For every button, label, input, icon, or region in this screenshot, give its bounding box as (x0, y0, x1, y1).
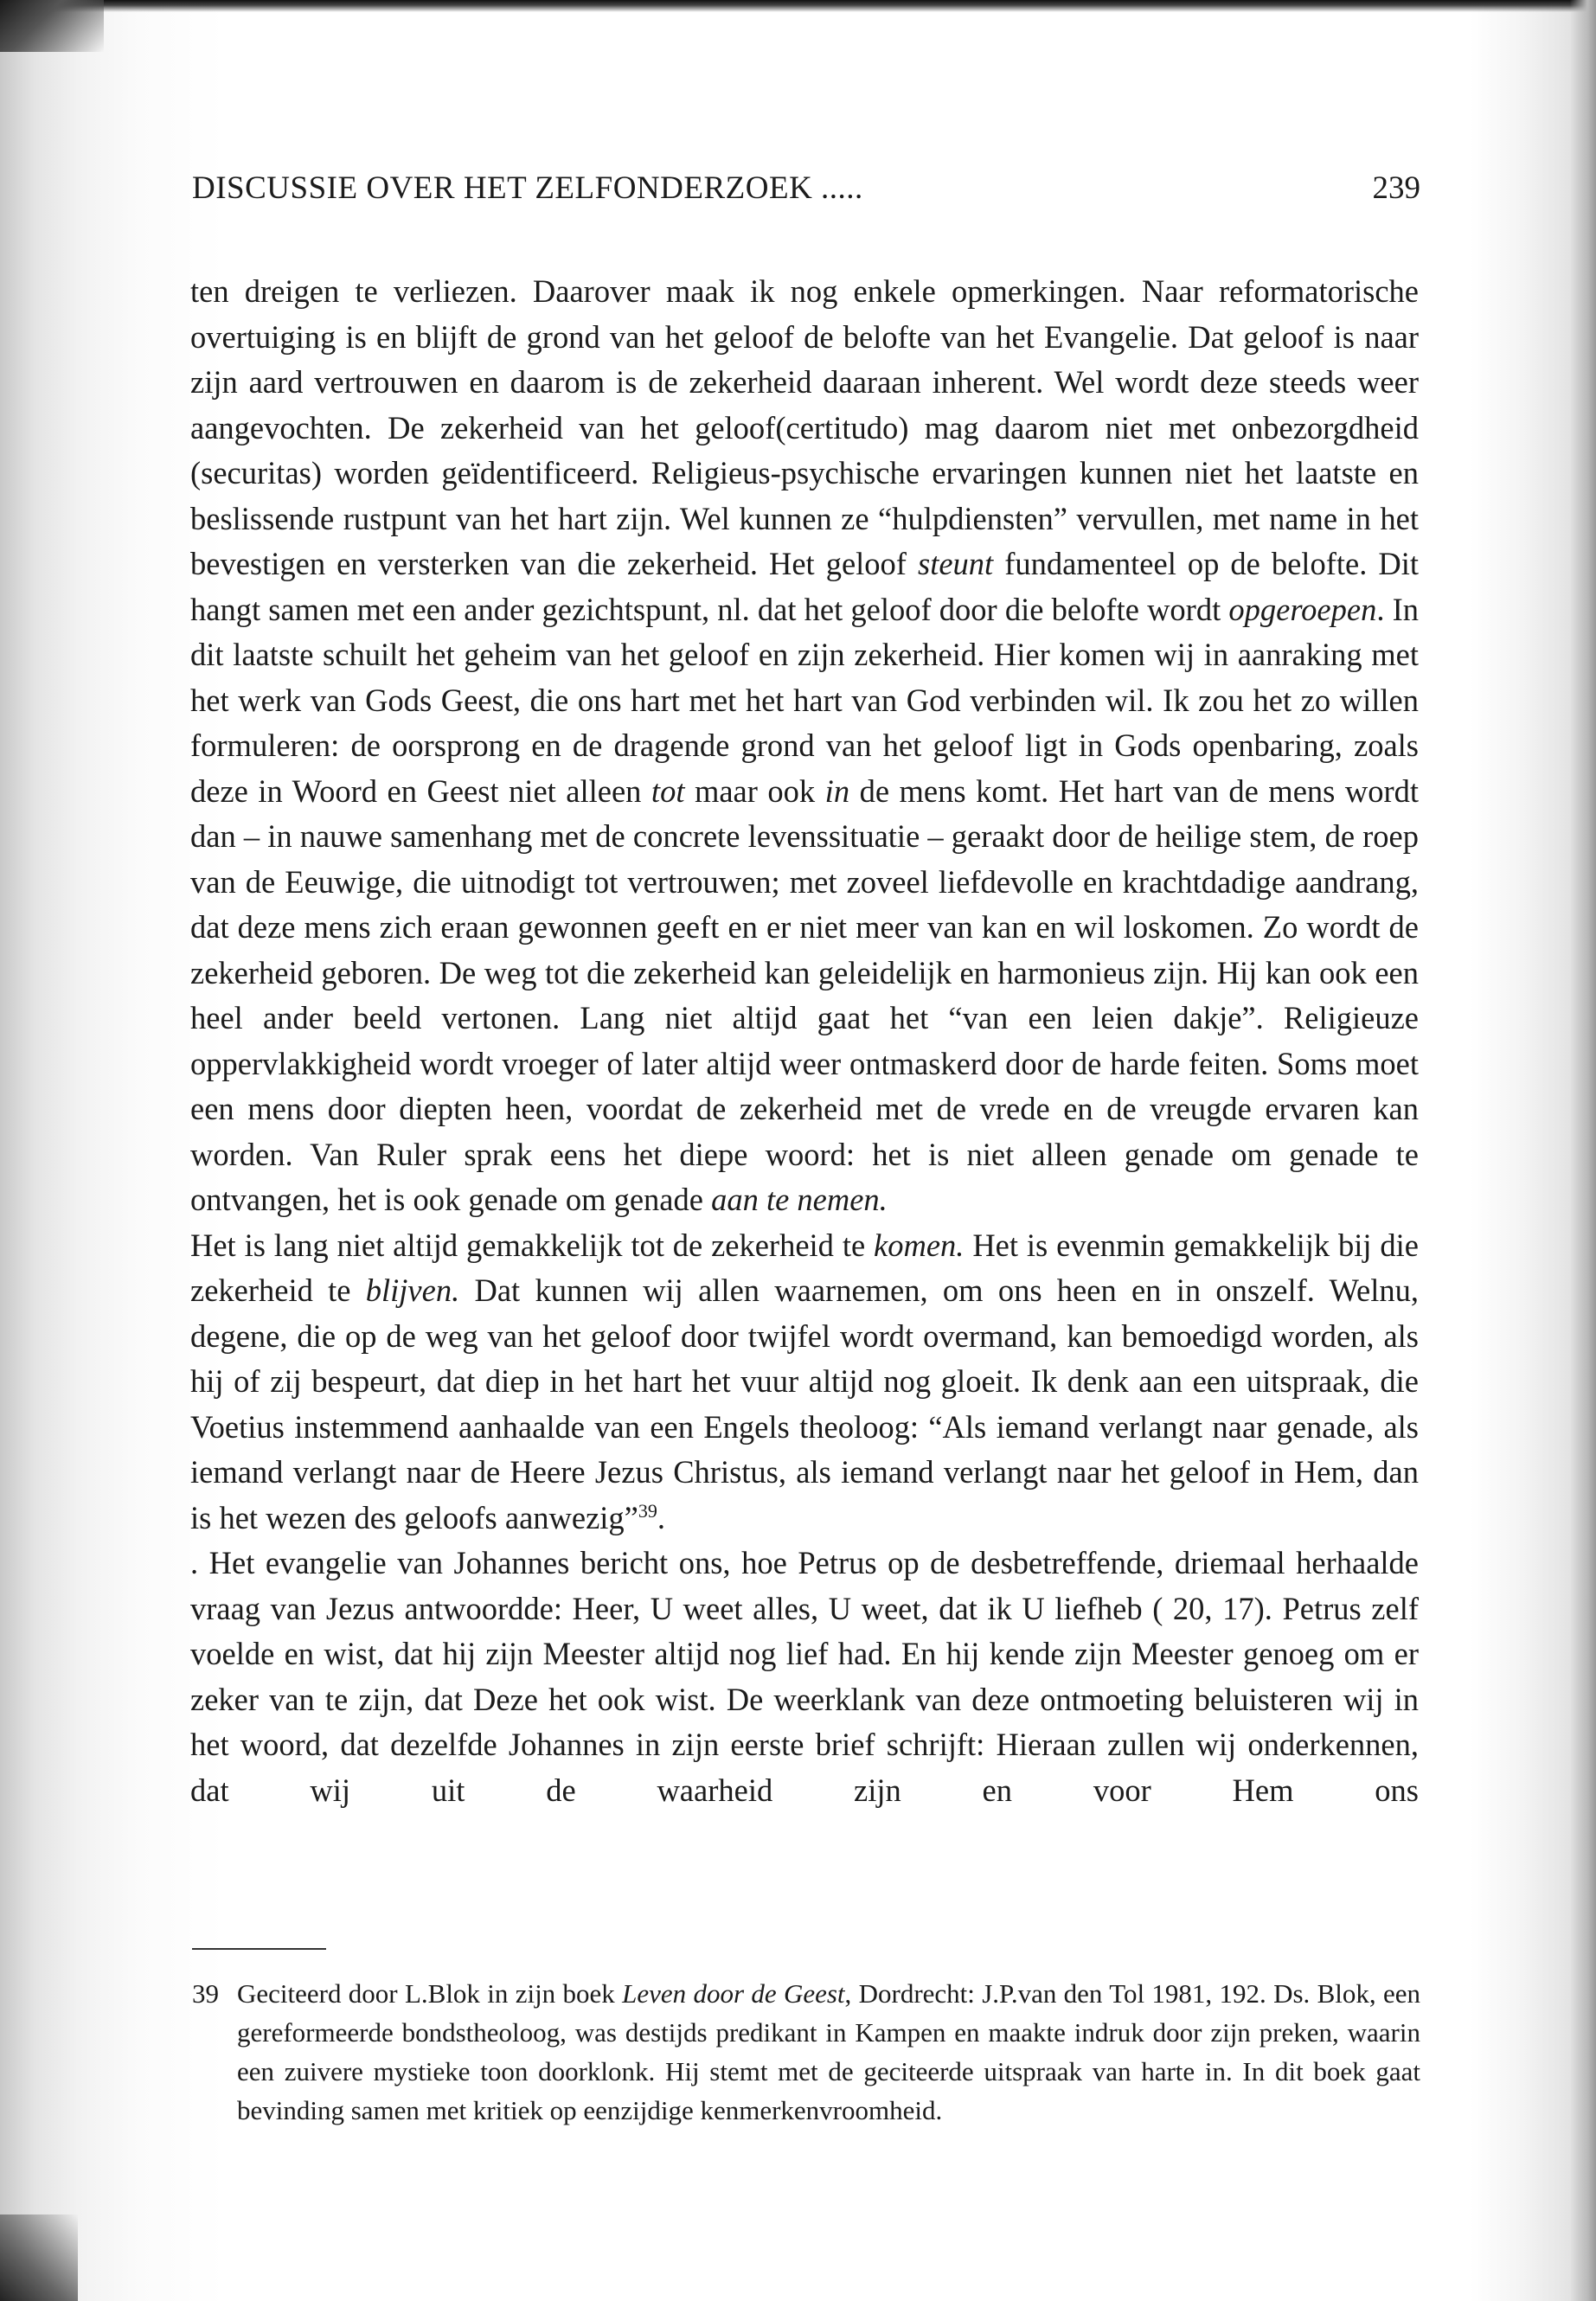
scan-corner-shadow-top (0, 0, 104, 52)
scan-top-edge-shadow (0, 0, 1596, 12)
text-run: maar ook (684, 772, 825, 809)
paragraph-2 (190, 1223, 1419, 1541)
italic-run: steunt (917, 546, 994, 581)
text-run: ten dreigen te verliezen. Daarover maak ik nog enkele opmerkingen. Naar reformatorische overtuiging is en blijft de grond van het geloof de belofte van het Evangelie. Dat geloof is naar zijn aard vertrouwen en daarom is de zekerheid daaraan inherent. Wel wordt deze steeds weer aangevochten. De zekerheid van het geloof(certitudo) mag daarom niet met onbezorgdheid (securitas) worden geïdentificeerd. Religieus-psychische ervaringen kunnen niet het laatste en beslissende rustpunt van het hart zijn. Wel kunnen ze “hulpdiensten” vervullen, met name in het bevestigen en versterken van die zekerheid. Het geloof (190, 273, 1419, 581)
italic-run: in (824, 772, 850, 809)
italic-run: Leven door de Geest (622, 1978, 845, 2009)
italic-run: aan te nemen. (711, 1182, 888, 1217)
italic-run: komen. (874, 1227, 965, 1263)
paragraph-1 (190, 269, 1419, 1223)
footnote-number: 39 (192, 1978, 219, 2009)
text-run: de mens komt. Het hart van de mens wordt dan – in nauwe samenhang met de concrete levenssituatie – geraakt door de heilige stem, de roep van de Eeuwige, die uitnodigt tot vertrouwen; met zoveel liefdevolle en krachtdadige aandrang, dat deze mens zich eraan gewonnen geeft en er niet meer van kan en wil loskomen. Zo wordt de zekerheid geboren. De weg tot die zekerheid kan geleidelijk en harmonieus zijn. Hij kan ook een heel ander beeld vertonen. Lang niet altijd gaat het “van een leien dakje”. Religieuze oppervlakkigheid wordt vroeger of later altijd weer ontmaskerd door de harde feiten. Soms moet een mens door diepten heen, voordat de zekerheid met de vrede en de vreugde ervaren kan worden. Van Ruler sprak eens het diepe woord: het is niet alleen genade om genade te ontvangen, het is ook genade om genade (190, 772, 1420, 1217)
text-run: . In dit laatste schuilt het geheim van het geloof en zijn zekerheid. Hier komen wij in aanraking met het werk van Gods Geest, die ons hart met het hart van God verbinden wil. Ik zou het zo willen formuleren: de oorsprong en de dragende grond van het geloof ligt in Gods openbaring, zoals deze in Woord en Geest niet alleen (190, 591, 1420, 809)
footnote-divider (192, 1948, 326, 1950)
text-run: Het is lang niet altijd gemakkelijk tot de zekerheid te (190, 1227, 875, 1263)
text-run: , Dordrecht: J.P.van den Tol 1981, 192. Ds. Blok, een gereformeerde bondstheoloog, was destijds predikant in Kampen en maakte indruk door zijn preken, waarin een zuivere mystieke toon doorklonk. Hij stemt met de geciteerde uitspraak van harte in. In dit boek gaat bevinding samen met kritiek op eenzijdige kenmerkenvroomheid. (237, 1978, 1420, 2125)
footnote-text (237, 1974, 1420, 2130)
paragraph-3: . Het evangelie van Johannes bericht ons, hoe Petrus op de desbetreffende, driemaal herhaalde vraag van Jezus antwoordde: Heer, U weet alles, U weet, dat ik U liefheb ( 20, 17). Petrus zelf voelde en wist, dat hij zijn Meester altijd nog lief had. En hij kende zijn Meester genoeg om er zeker van te zijn, dat Deze het ook wist. De weerklank van deze ontmoeting beluisteren wij in het woord, dat dezelfde Johannes in zijn eerste brief schrijft: Hieraan zullen wij onderkennen, dat wij uit de waarheid zijn en voor Hem ons (190, 1545, 1419, 1808)
italic-run: tot (651, 772, 685, 809)
text-run: Het is evenmin gemakkelijk bij die zekerheid te (190, 1227, 1419, 1308)
text-run: fundamenteel op de belofte. Dit hangt samen met een ander gezichtspunt, nl. dat het geloof door die belofte wordt (190, 546, 1419, 627)
italic-run: blijven. (365, 1272, 460, 1308)
text-run: Dat kunnen wij allen waarnemen, om ons heen en in onszelf. Welnu, degene, die op de weg van het geloof door twijfel wordt overmand, kan bemoedigd worden, als hij of zij bespeurt, dat diep in het hart het vuur altijd nog gloeit. Ik denk aan een uitspraak, die Voetius instemmend aanhaalde van een Engels theoloog: “Als iemand verlangt naar genade, als iemand verlangt naar de Heere Jezus Christus, als iemand verlangt naar het geloof in Hem, dan is het wezen des geloofs aanwezig” (190, 1272, 1419, 1535)
body-text (190, 269, 1419, 1813)
scan-corner-shadow-bottom (0, 2214, 78, 2301)
italic-run: opgeroepen (1228, 591, 1377, 627)
text-run: . (657, 1499, 666, 1535)
footnote (192, 1974, 1420, 2130)
page-header (192, 170, 1420, 221)
scan-right-edge-shadow (1570, 0, 1596, 2301)
page-number: 239 (1372, 170, 1420, 206)
text-run: Geciteerd door L.Blok in zijn boek (237, 1978, 623, 2009)
footnote-reference: 39 (638, 1499, 657, 1522)
running-head: DISCUSSIE OVER HET ZELFONDERZOEK ..... (192, 170, 863, 206)
